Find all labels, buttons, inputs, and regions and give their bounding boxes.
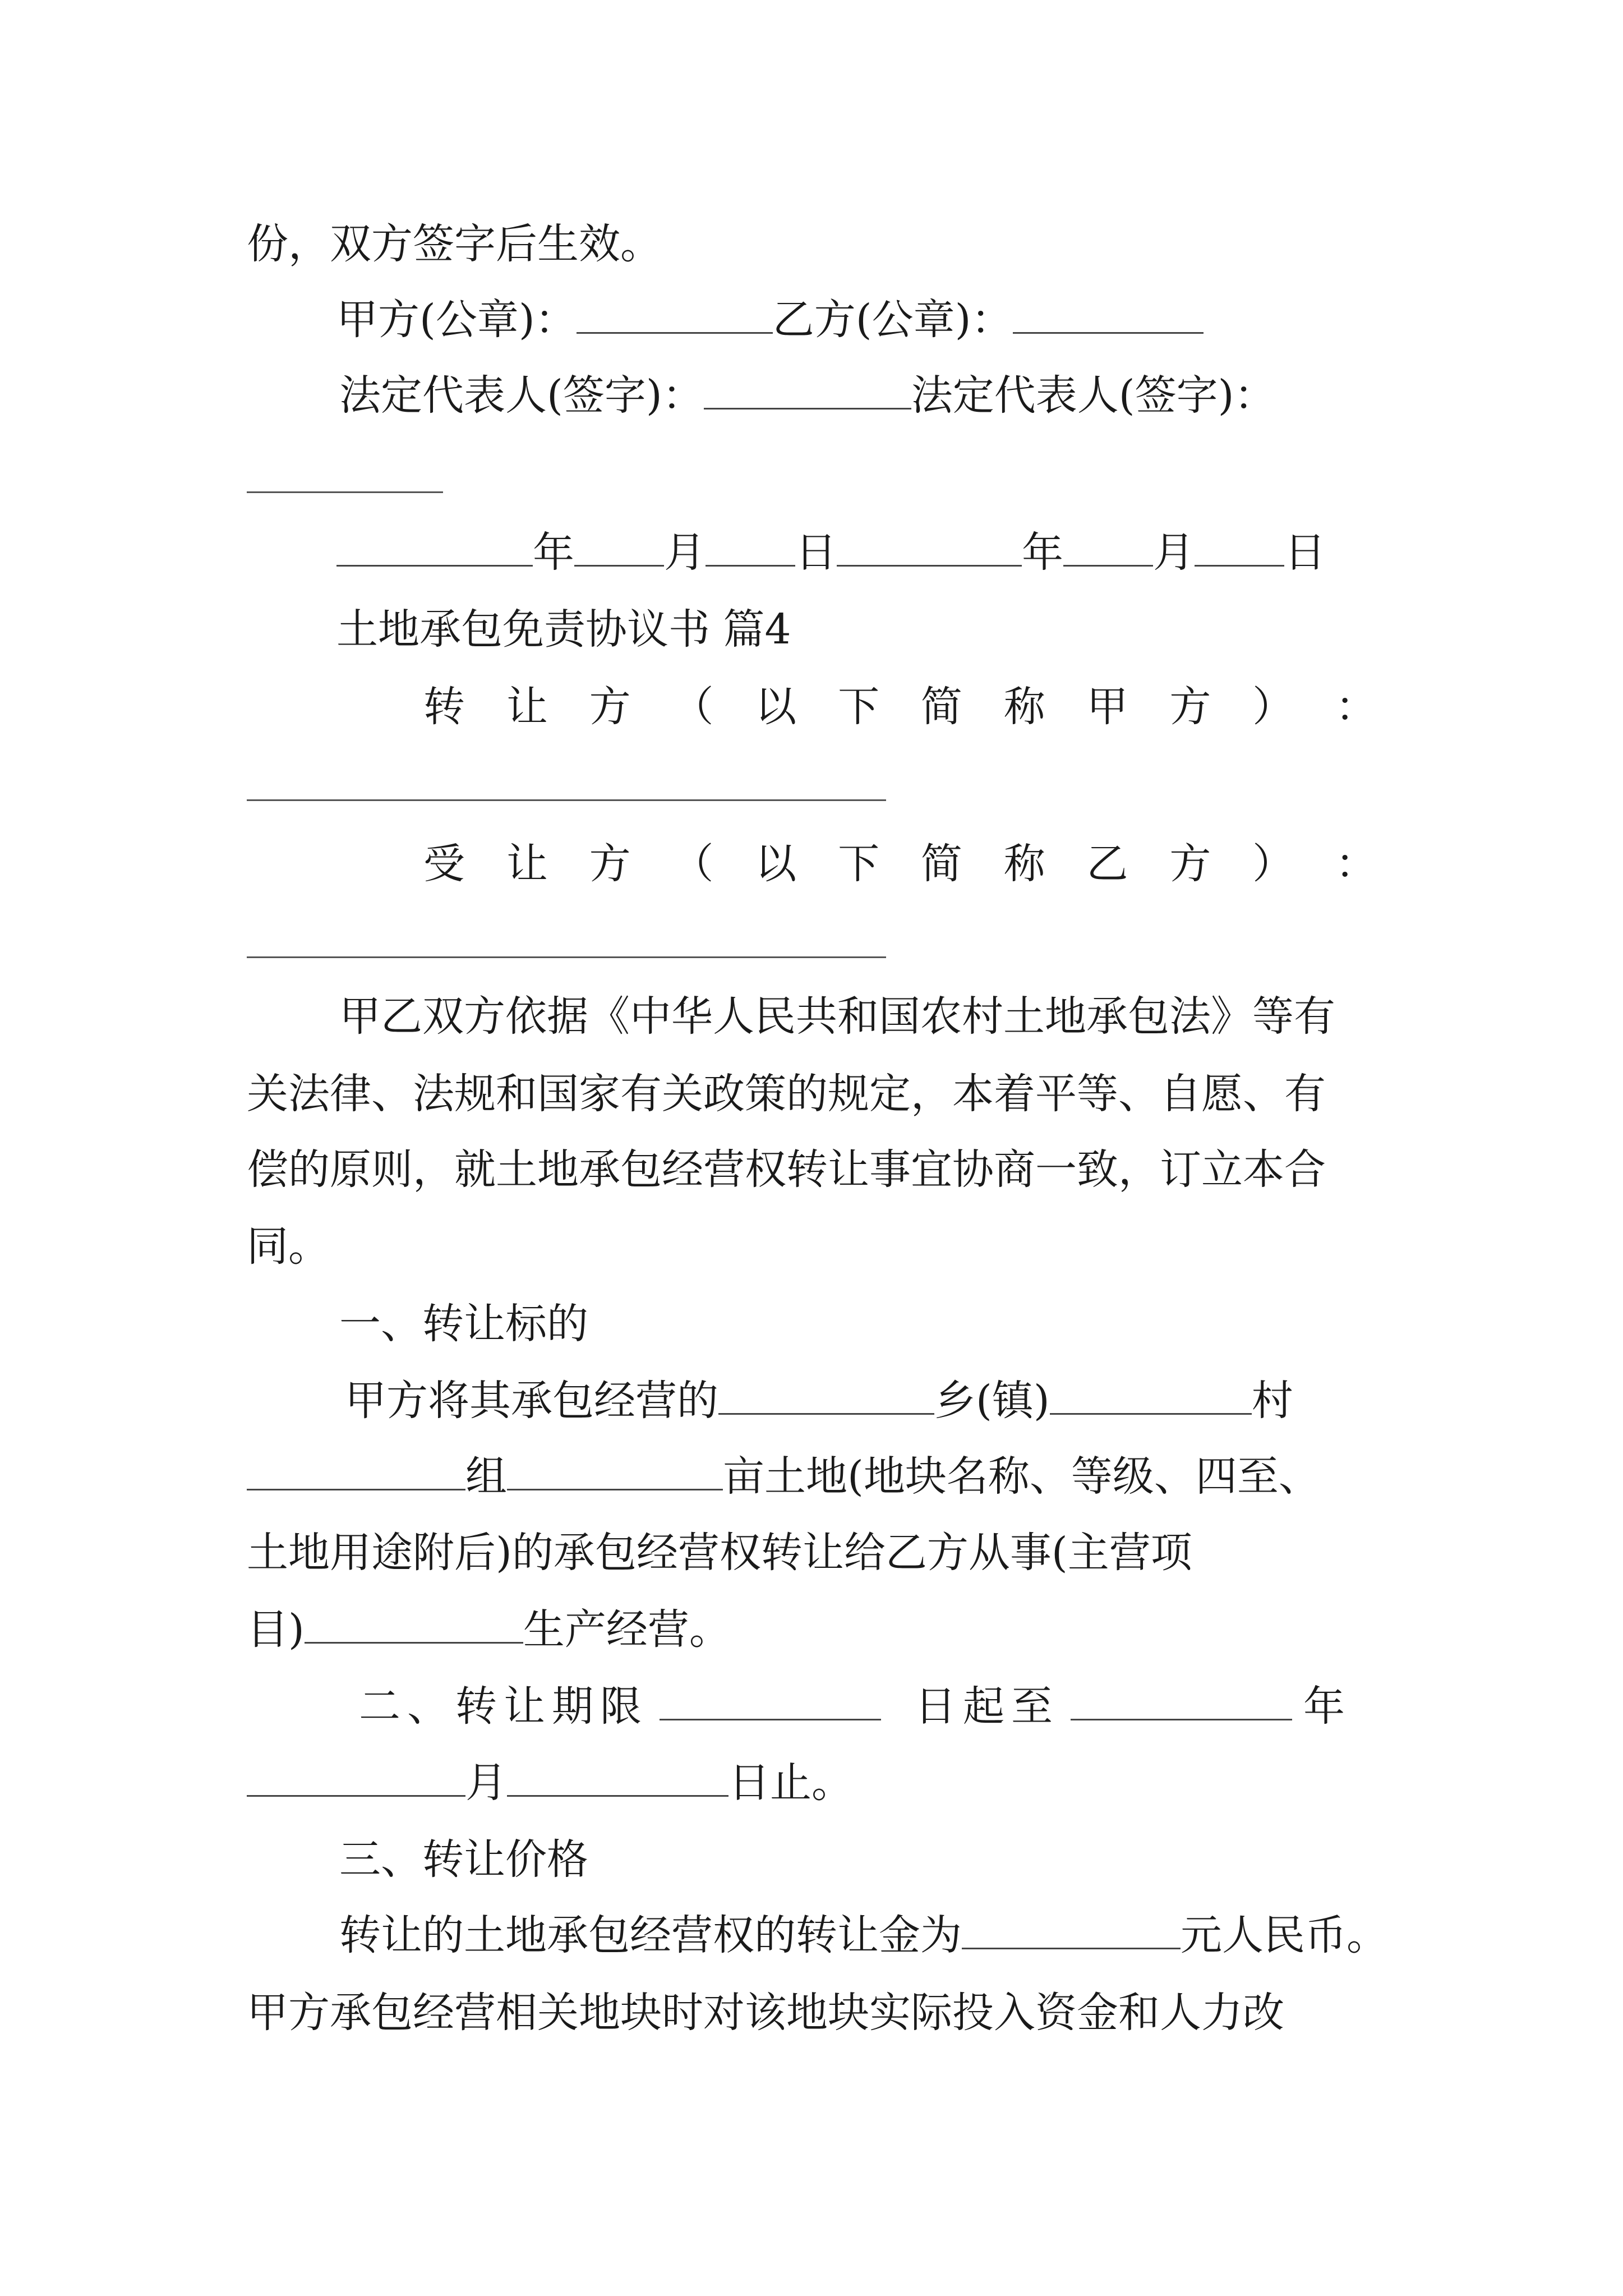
party-a-seal-label: 甲方(公章)： (336, 296, 577, 344)
start-blank (660, 1682, 881, 1720)
period-text: 月 (465, 1759, 507, 1807)
transferor-blank (247, 799, 886, 801)
preamble-line: 关法律、法规和国家有关政策的规定，本着平等、自愿、有 (247, 1070, 1326, 1118)
transferor-char: 以 (755, 683, 797, 731)
year-blank (837, 528, 1022, 567)
transferor-char: ： (1335, 683, 1377, 731)
business-blank (305, 1605, 523, 1644)
closing-sentence: 份，双方签字后生效。 (247, 220, 662, 268)
text-line (247, 1142, 1326, 1198)
section-title (339, 1296, 588, 1352)
preamble-line: 甲乙双方依据《中华人民共和国农村土地承包法》等有 (339, 992, 1335, 1041)
text-line (345, 1373, 1293, 1429)
month-label: 月 (664, 528, 706, 577)
price-text: 转让的土地承包经营权的转让金为 (339, 1911, 962, 1959)
signature-blank (577, 295, 773, 334)
text-line (247, 1985, 1284, 2041)
party-b-seal-label: 乙方(公章)： (772, 296, 1013, 344)
preamble-line: 偿的原则，就土地承包经营权转让事宜协商一致，订立本合 (247, 1145, 1326, 1194)
section-heading (336, 601, 791, 657)
month-blank (574, 528, 664, 567)
subject-text: 生产经营。 (523, 1605, 731, 1654)
day-label: 日 (795, 528, 837, 577)
section-1-title: 一、转让标的 (339, 1300, 588, 1348)
price-text: 元人民币。 (1181, 1911, 1388, 1959)
transferor-char: 下 (838, 683, 880, 731)
agreement-title: 土地承包免责协议书 篇4 (336, 605, 791, 654)
subject-text: 乡(镇) (934, 1377, 1050, 1425)
text-line (247, 216, 662, 272)
month-blank (1063, 528, 1153, 567)
day-label: 日 (1284, 528, 1326, 577)
text-line (339, 988, 1335, 1045)
period-text: 日起至 (915, 1682, 1059, 1731)
transferor-char: ） (1252, 683, 1294, 731)
transferee-char: 以 (755, 840, 797, 888)
transferor-char: 甲 (1086, 683, 1128, 731)
day-blank (1195, 528, 1284, 567)
transferee-char: 让 (506, 840, 548, 888)
transferee-blank (247, 956, 886, 958)
transferor-char: 称 (1003, 683, 1045, 731)
subject-text: 土地用途附后)的承包经营权转让给乙方从事(主营项 (247, 1529, 1192, 1577)
transferor-line (423, 679, 1377, 735)
period-text: 年 (1303, 1682, 1352, 1731)
transferor-char: 简 (920, 683, 962, 731)
subject-text: 组 (465, 1452, 507, 1501)
year-blank (336, 528, 533, 567)
signature-blank (704, 371, 911, 409)
seal-line (336, 292, 1204, 348)
party-b-representative-label: 法定代表人(签字)： (911, 371, 1276, 420)
preamble-line: 同。 (247, 1222, 330, 1271)
section-3-title: 三、转让价格 (339, 1835, 588, 1884)
text-line (247, 1066, 1326, 1122)
transferor-char: 方 (1169, 683, 1211, 731)
end-day-blank (507, 1758, 728, 1797)
year-label: 年 (1022, 528, 1063, 577)
subject-text: 甲方将其承包经营的 (345, 1377, 718, 1425)
end-year-blank (1071, 1682, 1292, 1720)
village-blank (1050, 1376, 1252, 1415)
section-2-title: 二、转让期限 (359, 1682, 648, 1731)
transferee-char: 简 (920, 840, 962, 888)
signature-blank (247, 491, 443, 493)
text-line (339, 1907, 1388, 1963)
text-line (247, 1218, 330, 1274)
year-label: 年 (533, 528, 574, 577)
transferee-char: ） (1252, 840, 1294, 888)
text-line (247, 1602, 731, 1658)
transferee-char: 受 (423, 840, 465, 888)
text-line (247, 1448, 1320, 1504)
subject-text: 村 (1251, 1377, 1293, 1425)
transferor-char: 转 (423, 683, 465, 731)
transferee-char: 下 (838, 840, 880, 888)
text-line (247, 1755, 853, 1811)
subject-text: 亩土地(地块名称、等级、四至、 (723, 1452, 1320, 1501)
subject-text: 目) (247, 1605, 305, 1654)
day-blank (706, 528, 795, 567)
price-blank (962, 1911, 1181, 1949)
transferee-char: 方 (589, 840, 631, 888)
date-line (336, 524, 1326, 581)
transferee-char: （ (672, 840, 714, 888)
price-text: 甲方承包经营相关地块时对该地块实际投入资金和人力改 (247, 1989, 1284, 2037)
transferee-char: 方 (1169, 840, 1211, 888)
transferor-char: （ (672, 683, 714, 731)
township-blank (718, 1376, 934, 1415)
end-month-blank (247, 1758, 465, 1797)
representative-line (339, 367, 1276, 424)
text-line (247, 1525, 1192, 1581)
text-line (359, 1678, 1352, 1734)
period-text: 日止。 (728, 1759, 853, 1807)
transferor-char: 让 (506, 683, 548, 731)
transferee-char: 乙 (1086, 840, 1128, 888)
transferee-char: ： (1335, 840, 1377, 888)
party-a-representative-label: 法定代表人(签字)： (339, 371, 704, 420)
transferor-char: 方 (589, 683, 631, 731)
group-blank (247, 1452, 465, 1490)
section-title (339, 1832, 588, 1888)
month-label: 月 (1153, 528, 1195, 577)
signature-blank (1013, 295, 1204, 334)
transferee-line (423, 836, 1377, 892)
transferee-char: 称 (1003, 840, 1045, 888)
acreage-blank (507, 1452, 723, 1490)
